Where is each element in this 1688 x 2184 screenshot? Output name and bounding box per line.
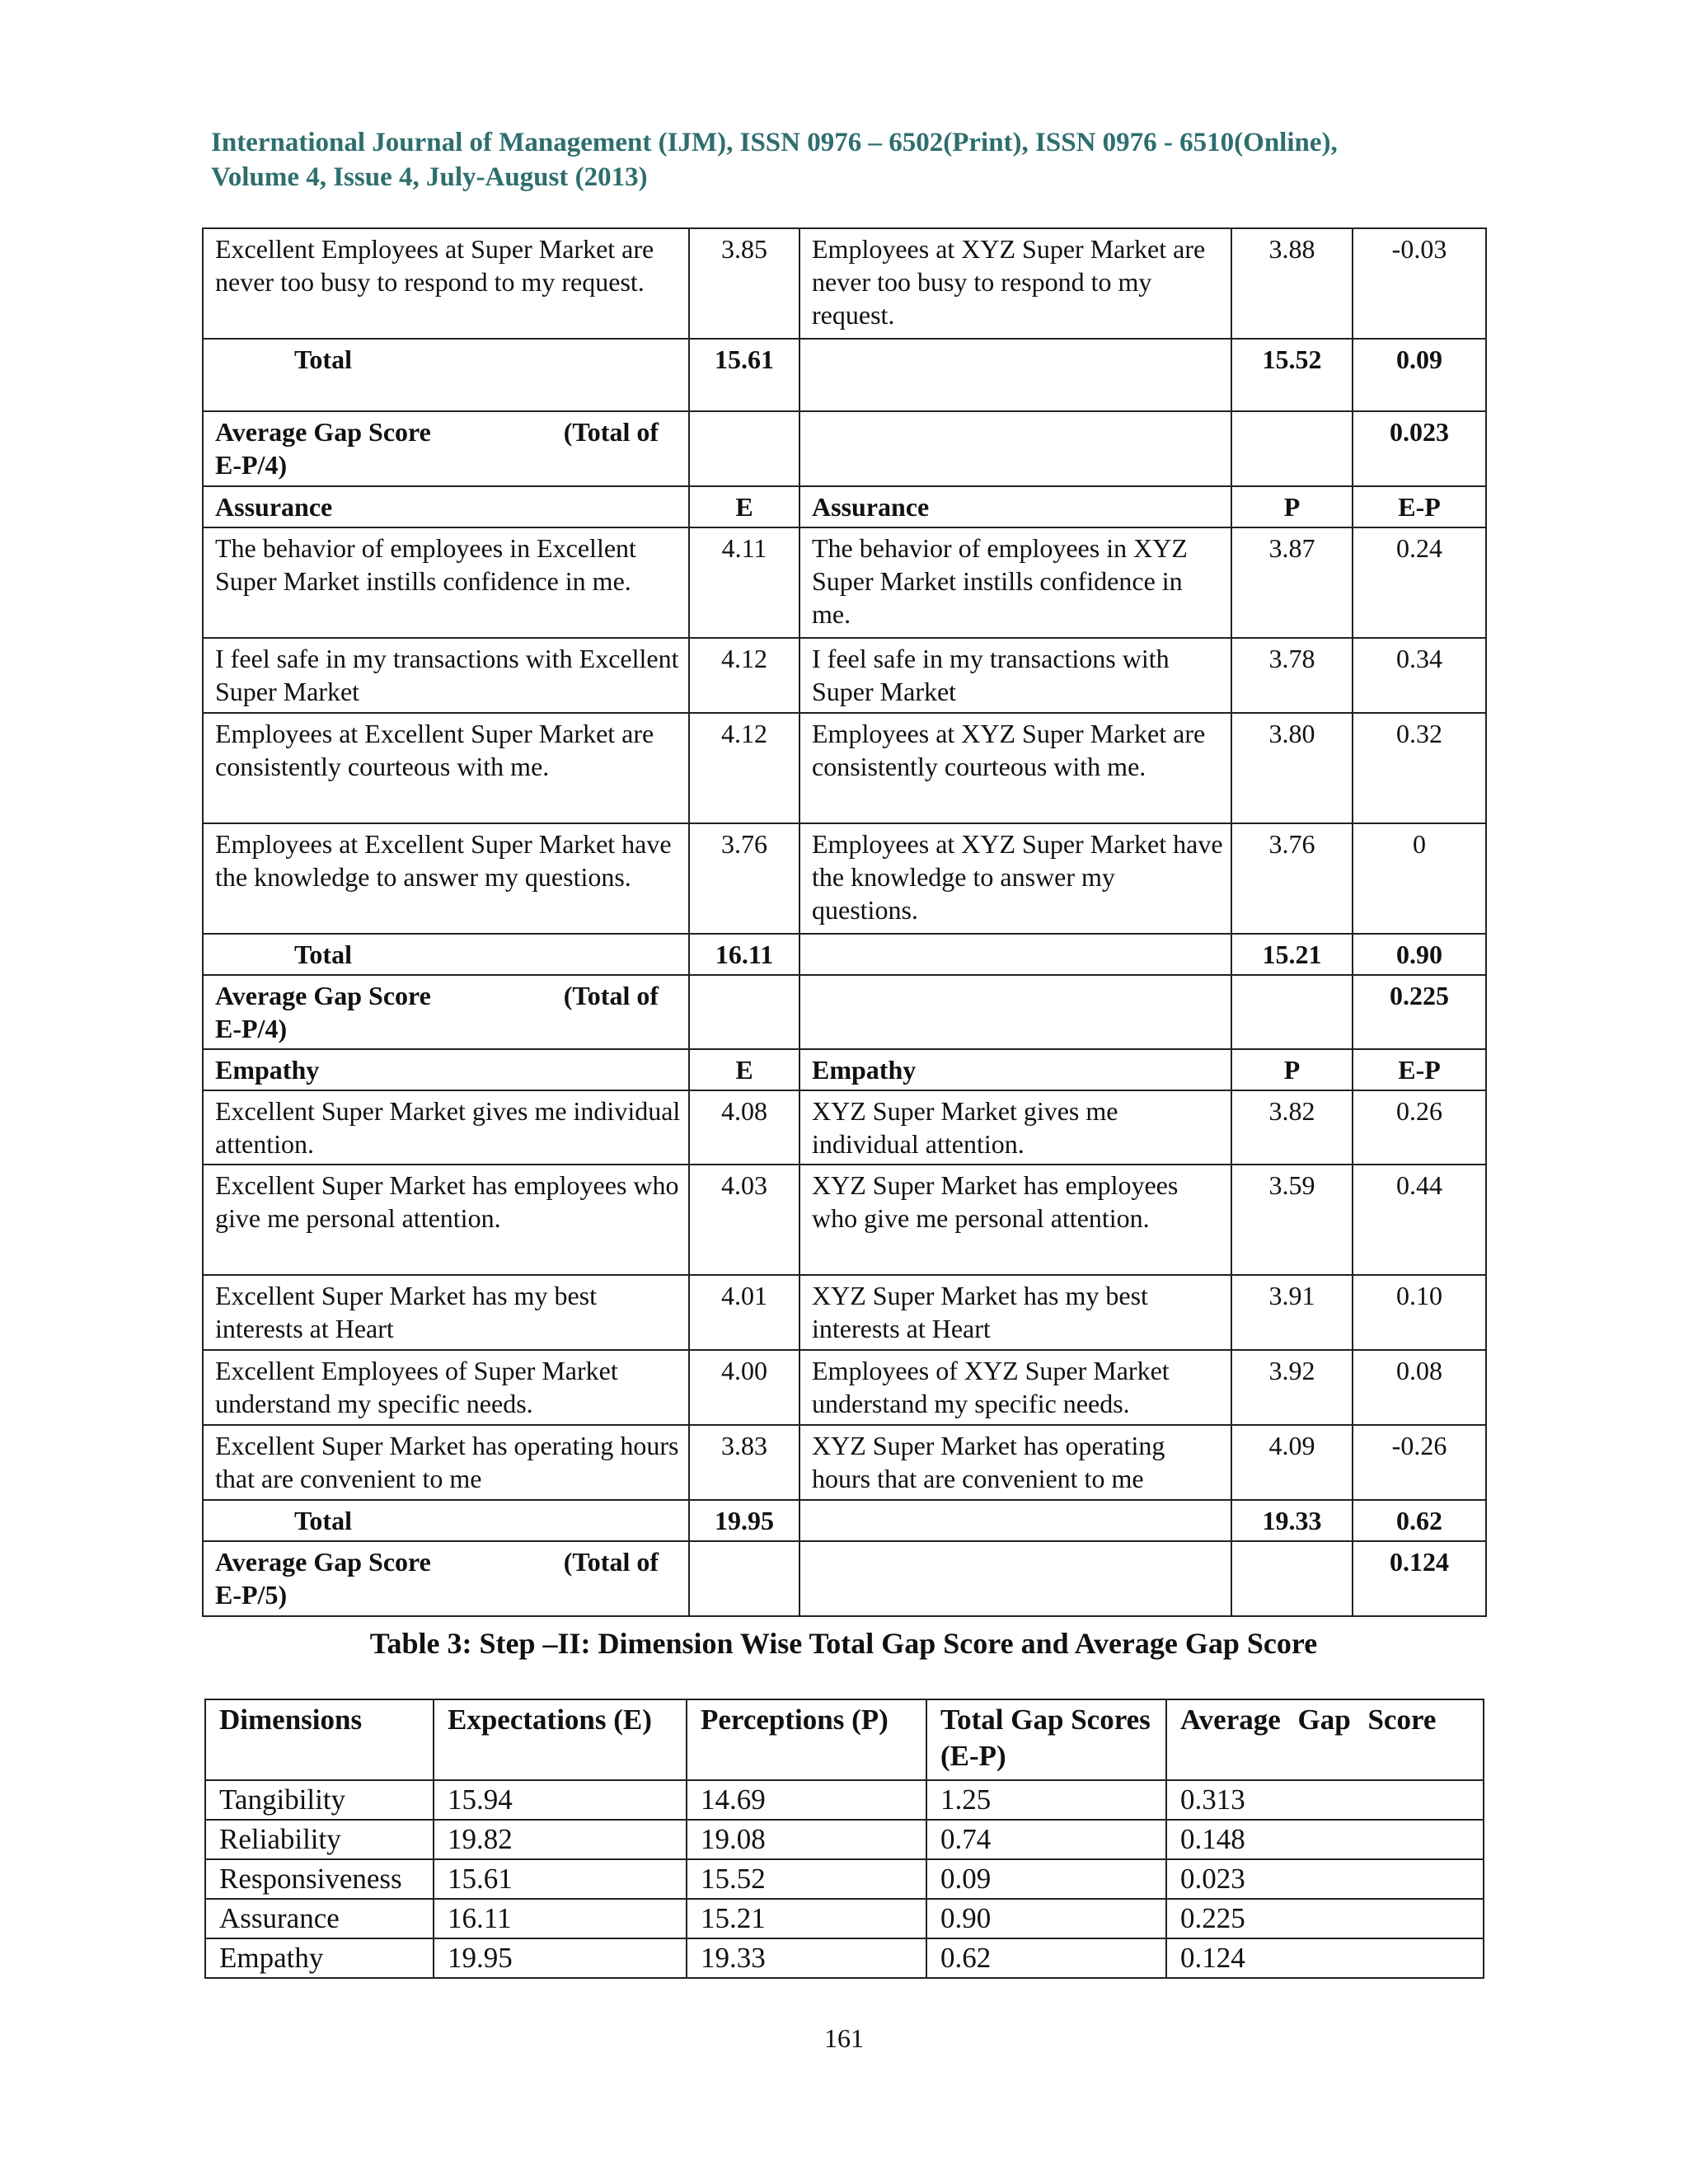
column-label-p: P <box>1231 1049 1353 1090</box>
journal-header-line-2: Volume 4, Issue 4, July-August (2013) <box>211 162 648 192</box>
journal-header-line-1: International Journal of Management (IJM), ISSN 0976 – 6502(Print), ISSN 0976 - 6510(Online), <box>211 128 1338 157</box>
page-number: 161 <box>824 2023 864 2053</box>
section-header-row <box>203 1049 1486 1090</box>
section-label-perception: Assurance <box>799 486 1231 527</box>
perceptions-value: 19.33 <box>687 1938 926 1978</box>
expectation-statement: Excellent Employees at Super Market are never too busy to respond to my request. <box>203 228 689 339</box>
total-row <box>203 1500 1486 1541</box>
expectation-statement: Excellent Super Market gives me individual attention. <box>203 1090 689 1165</box>
total-expectation: 15.61 <box>689 339 799 411</box>
total-gap-value: 0.62 <box>926 1938 1166 1978</box>
average-gap-row <box>203 1541 1486 1616</box>
total-perception: 15.52 <box>1231 339 1353 411</box>
column-label-gap: E-P <box>1353 486 1486 527</box>
column-label-e: E <box>689 486 799 527</box>
section-header-row <box>203 486 1486 527</box>
perception-statement: XYZ Super Market has employees who give me personal attention. <box>799 1165 1231 1275</box>
table-row <box>205 1780 1484 1820</box>
average-gap-value: 0.124 <box>1166 1938 1484 1978</box>
perception-score: 3.87 <box>1231 527 1353 638</box>
empty-cell <box>799 975 1231 1049</box>
empty-cell <box>799 411 1231 486</box>
empty-cell <box>799 1500 1231 1541</box>
total-perception: 15.21 <box>1231 934 1353 975</box>
perception-statement: Employees of XYZ Super Market understand my specific needs. <box>799 1350 1231 1425</box>
perception-statement: Employees at XYZ Super Market are consistently courteous with me. <box>799 713 1231 823</box>
column-header-total-gap: Total Gap Scores (E-P) <box>926 1699 1166 1780</box>
expectations-value: 19.95 <box>434 1938 687 1978</box>
expectations-value: 19.82 <box>434 1820 687 1859</box>
total-gap: 0.90 <box>1353 934 1486 975</box>
total-expectation: 16.11 <box>689 934 799 975</box>
perception-score: 3.78 <box>1231 638 1353 713</box>
expectation-score: 3.85 <box>689 228 799 339</box>
total-gap-value: 0.74 <box>926 1820 1166 1859</box>
expectation-score: 3.83 <box>689 1425 799 1500</box>
average-gap-row <box>203 411 1486 486</box>
perception-statement: I feel safe in my transactions with Super Market <box>799 638 1231 713</box>
expectation-score: 4.01 <box>689 1275 799 1350</box>
total-label: Total <box>203 934 689 975</box>
dimension-name: Responsiveness <box>205 1859 434 1899</box>
gap-score: 0.24 <box>1353 527 1486 638</box>
expectation-statement: I feel safe in my transactions with Excellent Super Market <box>203 638 689 713</box>
expectations-value: 16.11 <box>434 1899 687 1938</box>
section-label-expectation: Empathy <box>203 1049 689 1090</box>
table-row <box>203 638 1486 713</box>
empty-cell <box>689 975 799 1049</box>
average-gap-label-note: (Total of <box>563 417 659 447</box>
perceptions-value: 14.69 <box>687 1780 926 1820</box>
expectations-value: 15.61 <box>434 1859 687 1899</box>
expectation-score: 4.12 <box>689 638 799 713</box>
dimension-name: Reliability <box>205 1820 434 1859</box>
average-gap-label-text: Average Gap Score <box>215 417 431 447</box>
section-label-expectation: Assurance <box>203 486 689 527</box>
total-gap-value: 0.90 <box>926 1899 1166 1938</box>
section-label-perception: Empathy <box>799 1049 1231 1090</box>
total-gap: 0.09 <box>1353 339 1486 411</box>
table-row <box>205 1938 1484 1978</box>
expectation-statement: The behavior of employees in Excellent Super Market instills confidence in me. <box>203 527 689 638</box>
total-gap-value: 0.09 <box>926 1859 1166 1899</box>
expectation-statement: Excellent Super Market has my best interests at Heart <box>203 1275 689 1350</box>
expectation-statement: Employees at Excellent Super Market are consistently courteous with me. <box>203 713 689 823</box>
empty-cell <box>1231 975 1353 1049</box>
gap-score-table-continued <box>202 227 1487 1617</box>
expectations-value: 15.94 <box>434 1780 687 1820</box>
column-header-perceptions: Perceptions (P) <box>687 1699 926 1780</box>
average-gap-label <box>203 975 689 1049</box>
column-label-gap: E-P <box>1353 1049 1486 1090</box>
perception-statement: The behavior of employees in XYZ Super Market instills confidence in me. <box>799 527 1231 638</box>
total-expectation: 19.95 <box>689 1500 799 1541</box>
average-gap-label-formula: E-P/4) <box>215 1014 288 1043</box>
expectation-statement: Excellent Super Market has operating hours that are convenient to me <box>203 1425 689 1500</box>
perception-statement: Employees at XYZ Super Market have the knowledge to answer my questions. <box>799 823 1231 934</box>
gap-score: 0.34 <box>1353 638 1486 713</box>
perception-score: 3.76 <box>1231 823 1353 934</box>
average-gap-value: 0.148 <box>1166 1820 1484 1859</box>
expectation-score: 3.76 <box>689 823 799 934</box>
average-gap-value: 0.225 <box>1166 1899 1484 1938</box>
expectation-statement: Excellent Super Market has employees who give me personal attention. <box>203 1165 689 1275</box>
perception-score: 3.80 <box>1231 713 1353 823</box>
table-row <box>205 1820 1484 1859</box>
column-header-average-gap: Average Gap Score <box>1166 1699 1484 1780</box>
empty-cell <box>799 1541 1231 1616</box>
gap-score: 0.26 <box>1353 1090 1486 1165</box>
expectation-statement: Employees at Excellent Super Market have the knowledge to answer my questions. <box>203 823 689 934</box>
average-gap-label-text: Average Gap Score <box>215 981 431 1010</box>
perception-score: 3.82 <box>1231 1090 1353 1165</box>
gap-score: 0.32 <box>1353 713 1486 823</box>
table-row <box>203 527 1486 638</box>
average-gap-value: 0.023 <box>1166 1859 1484 1899</box>
column-label-e: E <box>689 1049 799 1090</box>
table-row <box>203 1275 1486 1350</box>
average-gap-label-formula: E-P/5) <box>215 1580 288 1610</box>
expectation-score: 4.12 <box>689 713 799 823</box>
average-gap-value: 0.225 <box>1353 975 1486 1049</box>
average-gap-label-text: Average Gap Score <box>215 1547 431 1577</box>
table-row <box>203 1090 1486 1165</box>
total-label: Total <box>203 1500 689 1541</box>
perception-score: 4.09 <box>1231 1425 1353 1500</box>
gap-score: 0.08 <box>1353 1350 1486 1425</box>
dimension-gap-table <box>204 1699 1484 1979</box>
table-header-row <box>205 1699 1484 1780</box>
average-gap-value: 0.124 <box>1353 1541 1486 1616</box>
perception-score: 3.92 <box>1231 1350 1353 1425</box>
expectation-score: 4.11 <box>689 527 799 638</box>
perception-score: 3.59 <box>1231 1165 1353 1275</box>
table-row <box>205 1899 1484 1938</box>
table-row <box>203 823 1486 934</box>
empty-cell <box>689 1541 799 1616</box>
average-gap-label-note: (Total of <box>563 981 659 1010</box>
dimension-name: Tangibility <box>205 1780 434 1820</box>
perception-statement: Employees at XYZ Super Market are never too busy to respond to my request. <box>799 228 1231 339</box>
perceptions-value: 15.21 <box>687 1899 926 1938</box>
table-row <box>205 1859 1484 1899</box>
perceptions-value: 19.08 <box>687 1820 926 1859</box>
table-row <box>203 713 1486 823</box>
total-row <box>203 934 1486 975</box>
total-gap-value: 1.25 <box>926 1780 1166 1820</box>
empty-cell <box>799 339 1231 411</box>
empty-cell <box>1231 1541 1353 1616</box>
dimension-name: Assurance <box>205 1899 434 1938</box>
perception-statement: XYZ Super Market has operating hours that are convenient to me <box>799 1425 1231 1500</box>
table-row <box>203 1425 1486 1500</box>
average-gap-label-formula: E-P/4) <box>215 450 288 480</box>
average-gap-value: 0.023 <box>1353 411 1486 486</box>
gap-score: 0 <box>1353 823 1486 934</box>
column-header-expectations: Expectations (E) <box>434 1699 687 1780</box>
total-label: Total <box>203 339 689 411</box>
dimension-name: Empathy <box>205 1938 434 1978</box>
table-row <box>203 1165 1486 1275</box>
total-row <box>203 339 1486 411</box>
gap-score: 0.10 <box>1353 1275 1486 1350</box>
average-gap-value: 0.313 <box>1166 1780 1484 1820</box>
perceptions-value: 15.52 <box>687 1859 926 1899</box>
empty-cell <box>799 934 1231 975</box>
total-perception: 19.33 <box>1231 1500 1353 1541</box>
column-header-dimensions: Dimensions <box>205 1699 434 1780</box>
average-gap-label <box>203 1541 689 1616</box>
table-3-title: Table 3: Step –II: Dimension Wise Total Gap Score and Average Gap Score <box>369 1627 1318 1660</box>
column-label-p: P <box>1231 486 1353 527</box>
total-gap: 0.62 <box>1353 1500 1486 1541</box>
gap-score: 0.44 <box>1353 1165 1486 1275</box>
empty-cell <box>689 411 799 486</box>
empty-cell <box>1231 411 1353 486</box>
expectation-statement: Excellent Employees of Super Market understand my specific needs. <box>203 1350 689 1425</box>
average-gap-label <box>203 411 689 486</box>
perception-statement: XYZ Super Market has my best interests at Heart <box>799 1275 1231 1350</box>
expectation-score: 4.08 <box>689 1090 799 1165</box>
perception-score: 3.91 <box>1231 1275 1353 1350</box>
gap-score: -0.03 <box>1353 228 1486 339</box>
table-row <box>203 228 1486 339</box>
expectation-score: 4.03 <box>689 1165 799 1275</box>
average-gap-label-note: (Total of <box>563 1547 659 1577</box>
average-gap-row <box>203 975 1486 1049</box>
journal-header <box>211 125 1497 194</box>
perception-statement: XYZ Super Market gives me individual attention. <box>799 1090 1231 1165</box>
gap-score: -0.26 <box>1353 1425 1486 1500</box>
expectation-score: 4.00 <box>689 1350 799 1425</box>
table-row <box>203 1350 1486 1425</box>
perception-score: 3.88 <box>1231 228 1353 339</box>
